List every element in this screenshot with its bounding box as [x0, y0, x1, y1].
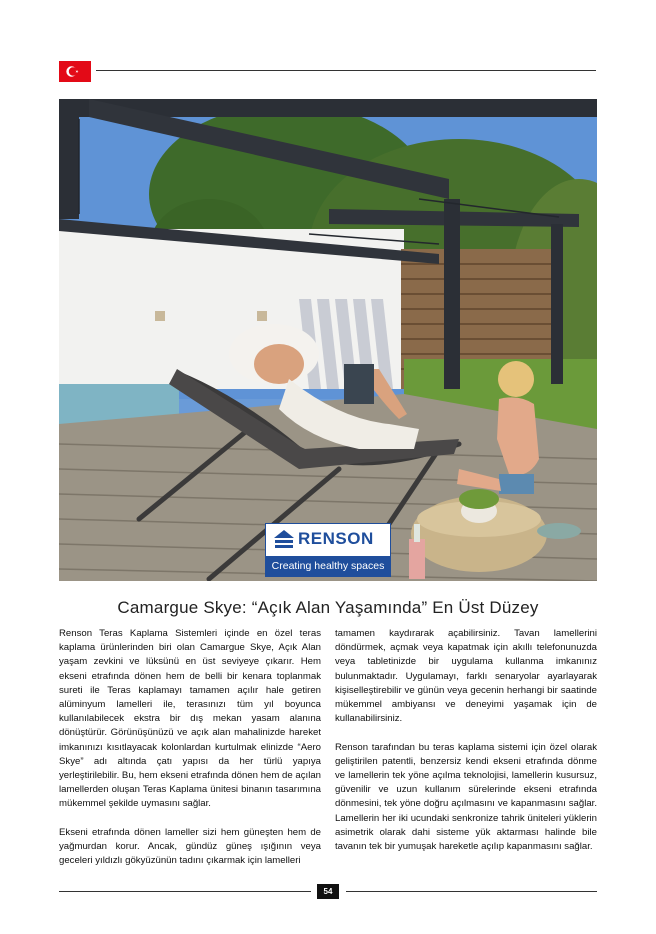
right-paragraph-2: Renson tarafından bu teras kaplama sistemi için özel olarak geliştirilen patentli, benzersiz kendi ekseni etrafında dönme ve lamellerin tek yöne açılma teknolojisi, lamellerin kusursuz, güvenilir ve uzun kullanım sürelerinde ekseni etrafında dönmesini, tek yöne doğru açılmasını ve kapanmasını sağlar. Lamellerin her iki ucundaki senkronize tahrik üniteleri yüklerin asimetrik olarak dahi sisteme yük aktarması halinde bile tavanın tek bir yumuşak hareketle açılıp kapanmasını sağlar.: [335, 741, 597, 853]
right-column: [335, 627, 597, 868]
left-column: [59, 627, 321, 883]
left-paragraph-1: Renson Teras Kaplama Sistemleri içinde en özel teras kaplama ürünlerinden biri olan Camargue Skye, Açık Alan yaşam zevkini ve lüksünü en üst seviyeye çıkarır. Hem ekseni etrafında dönen hem de belli bir kenara toplanmak sureti ile Teras kaplamayı tamamen açılır hale getiren alüminyum lamelleri ile, terasınızı tüm yıl boyunca kullanılabilecek ekstra bir dış mekan yasam alanına dönüştürür. Görünüşünüzü ve açık alan mahalinizde hareket imkanınızı kısıtlayacak kolonlardan kurtulmak elinizde “Aero Skye” adı altında çatı yapısı da her türlü yapıya yerleştirilebilir. Bu, hem ekseni etrafında dönen hem de açılan lamellerden oluşan Teras Kaplama ünitesi binanın tasarımına mükemmel şekilde uymasını sağlar.: [59, 628, 321, 810]
pergola-photo: [59, 99, 597, 581]
header-rule: [96, 70, 596, 71]
renson-wordmark: RENSON: [298, 529, 374, 548]
right-paragraph-1: tamamen kaydırarak açabilirsiniz. Tavan lamellerini döndürmek, açmak veya kapatmak için akıllı telefonunuzda veya tabletinizde bir uygulama kullanma imkanınız bulunmaktadır. Uygulamayı, farklı senaryolar ayarlayarak kişiselleştirebilir ve günün veya gecenin herhangi bir saatinde mükemmel ambiyansı ve deneyimi yaşamak için de kullanabilirsiniz.: [335, 628, 597, 725]
footer-rule-right: [346, 891, 597, 892]
turkey-flag-icon: [59, 61, 91, 82]
article-title: Camargue Skye: “Açık Alan Yaşamında” En Üst Düzey: [117, 598, 539, 617]
renson-logo: [265, 523, 391, 577]
renson-tagline: Creating healthy spaces: [266, 556, 390, 576]
footer-rule-left: [59, 891, 311, 892]
left-paragraph-2: Ekseni etrafında dönen lameller sizi hem güneşten hem de yağmurdan korur. Ancak, gündüz güneş ışığının veya geceleri yıldızlı gökyüzünün tadını çıkarmak için lamelleri: [59, 826, 321, 867]
page-number: 54: [317, 884, 339, 899]
renson-mark-icon: [274, 530, 294, 548]
